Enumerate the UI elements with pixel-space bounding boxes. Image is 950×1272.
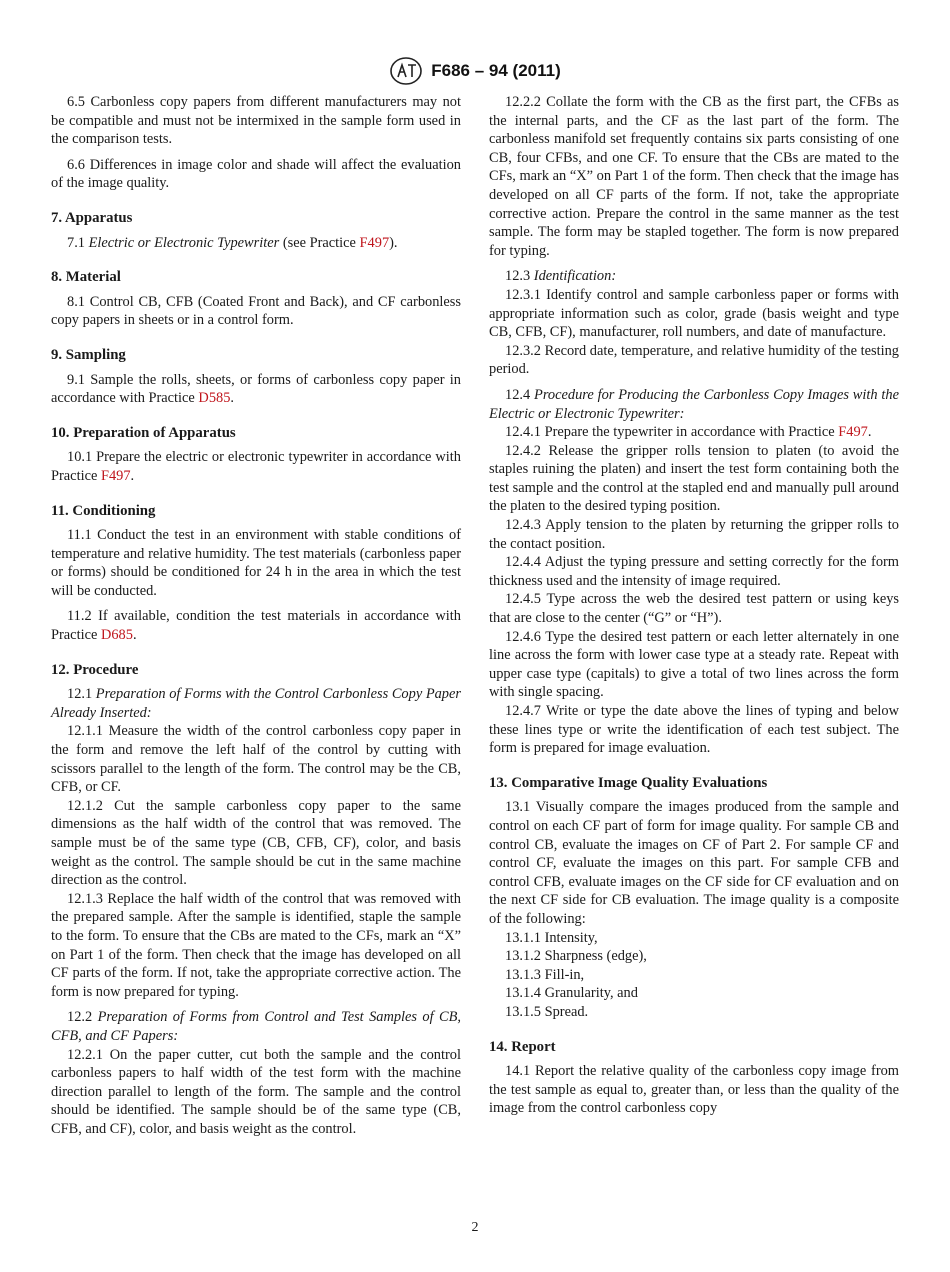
- para-14-1: 14.1 Report the relative quality of the carbonless copy image from the test sample as equal to, greater than, or less than the quality of the image from the control carbonless copy: [489, 1063, 899, 1117]
- section-heading-10: 10. Preparation of Apparatus: [51, 424, 236, 441]
- para-12-1-3: 12.1.3 Replace the half width of the control that was removed with the prepared sample. After the sample is identified, staple the sample to the form. To ensure that the CBs are mated to the CFs, mark an “X” on Part 1 of the form. Then check that the image has developed on all CF parts of the form. If not, take the appropriate corrective action. The form is now prepared for typing.: [51, 890, 461, 1000]
- section-heading-12: 12. Procedure: [51, 661, 139, 678]
- para-12-2-1: 12.2.1 On the paper cutter, cut both the sample and the control carbonless papers to half width of the test form with the machine direction parallel to length of the form. The sample and the control should be identified. The sample should be of the same type (CB, CFB, and CF), color, and basis weight as the control.: [51, 1046, 461, 1137]
- ref-link-f497[interactable]: F497: [359, 234, 390, 251]
- para-12-4-3: 12.4.3 Apply tension to the platen by returning the gripper rolls to the contact position.: [489, 517, 899, 552]
- page-number: 2: [471, 1220, 479, 1235]
- para-12-4-2: 12.4.2 Release the gripper rolls tension to platen (to avoid the staples ruining the platen) and insert the test form containing both the test sample and the control at the stapled end and manually pull around the platen to the desired typing position.: [489, 442, 899, 515]
- para-12-4-1: 12.4.1 Prepare the typewriter in accordance with Practice F497.: [505, 424, 872, 441]
- ref-link-d585[interactable]: D585: [198, 390, 231, 407]
- para-8-1: 8.1 Control CB, CFB (Coated Front and Back), and CF carbonless copy papers in sheets or in a control form.: [51, 293, 461, 329]
- para-12-4-4: 12.4.4 Adjust the typing pressure and setting correctly for the form thickness used and the intensity of image required.: [489, 554, 899, 589]
- para-11-1: 11.1 Conduct the test in an environment with stable conditions of temperature and relative humidity. The test materials (carbonless paper or forms) should be conditioned for 24 h in the area in which the test will be conducted.: [51, 527, 461, 599]
- list-item-13-1-5: 13.1.5 Spread.: [505, 1003, 589, 1020]
- list-item-13-1-4: 13.1.4 Granularity, and: [505, 985, 638, 1002]
- right-column: [489, 93, 899, 1118]
- section-heading-11: 11. Conditioning: [51, 502, 156, 519]
- para-13-1: 13.1 Visually compare the images produced from the sample and control on each CF part of form for image quality. For sample CB and control CB, evaluate the images on CF of Part 2. For sample CF and control CF, evaluate the images on this part. For sample CFB and control CFB, evaluate images on the CF side for CF evaluation and on the next CF side for CB evaluation. The image quality is a composite of the following:: [489, 799, 899, 927]
- para-12-1-1: 12.1.1 Measure the width of the control carbonless copy paper in the form and remove the left half of the control by cutting with scissors parallel to the length of the form. The control may be the CB, CFB, or CF.: [51, 723, 461, 796]
- para-6-5: 6.5 Carbonless copy papers from different manufacturers may not be compatible and must not be intermixed in the sample form used in the comparison tests.: [51, 94, 461, 148]
- section-heading-14: 14. Report: [489, 1038, 556, 1055]
- para-12-3-1: 12.3.1 Identify control and sample carbonless paper or forms with appropriate information such as color, grade (basis weight and type CB, CFB, CF), manufacturer, roll numbers, and date of manufacture.: [489, 286, 899, 341]
- list-item-13-1-3: 13.1.3 Fill-in,: [505, 966, 585, 983]
- list-item-13-1-2: 13.1.2 Sharpness (edge),: [505, 948, 647, 965]
- para-9-1: 9.1 Sample the rolls, sheets, or forms of carbonless copy paper in accordance with Practice D585.: [51, 371, 461, 407]
- para-6-6: 6.6 Differences in image color and shade will affect the evaluation of the image quality.: [51, 156, 461, 192]
- para-7-1: 7.1 Electric or Electronic Typewriter (see Practice F497).: [67, 234, 398, 251]
- left-column: [51, 93, 461, 1139]
- para-12-1: 12.1 Preparation of Forms with the Control Carbonless Copy Paper Already Inserted:: [51, 686, 461, 721]
- para-12-3-2: 12.3.2 Record date, temperature, and relative humidity of the testing period.: [489, 342, 899, 378]
- ref-link-f497[interactable]: F497: [100, 467, 131, 484]
- astm-logo-icon: [389, 56, 423, 86]
- para-12-4: 12.4 Procedure for Producing the Carbonless Copy Images with the Electric or Electronic Typewriter:: [489, 386, 900, 422]
- para-12-4-5: 12.4.5 Type across the web the desired test pattern or using keys that are close to the center (“G” or “H”).: [489, 591, 899, 627]
- list-item-13-1-1: 13.1.1 Intensity,: [505, 929, 598, 946]
- para-11-2: 11.2 If available, condition the test materials in accordance with Practice D685.: [51, 608, 461, 644]
- para-12-2-2: 12.2.2 Collate the form with the CB as the first part, the CFBs as the internal parts, and the CF as the last part of the form. The carbonless manifold set frequently contains six parts consisting of one CB, four CFBs, and one CF. To ensure that the CBs are mated to the CFs, mark an “X” on Part 1 of the form. Then check that the image has developed on all CF parts of the form. If not, take the appropriate corrective action. Prepare the control in the same manner as the test sample. The form may be stapled together. The form is now prepared for typing.: [489, 94, 899, 259]
- para-10-1: 10.1 Prepare the electric or electronic typewriter in accordance with Practice F497.: [51, 449, 461, 484]
- para-12-1-2: 12.1.2 Cut the sample carbonless copy paper to the same dimensions as the half width of the control that was removed. The sample must be of the same type (CB, CFB, CF), color, and basis weight as the control. The sample should be cut in the same machine direction as the control.: [51, 797, 461, 889]
- para-12-2: 12.2 Preparation of Forms from Control and Test Samples of CB, CFB, and CF Papers:: [51, 1009, 461, 1044]
- para-12-3: 12.3 Identification:: [505, 268, 617, 285]
- section-heading-8: 8. Material: [51, 269, 121, 286]
- ref-link-f497[interactable]: F497: [838, 424, 868, 441]
- document-id: F686 – 94 (2011): [431, 61, 561, 80]
- section-heading-7: 7. Apparatus: [51, 209, 133, 226]
- ref-link-d685[interactable]: D685: [100, 627, 133, 644]
- section-heading-9: 9. Sampling: [51, 346, 126, 363]
- para-12-4-6: 12.4.6 Type the desired test pattern or each letter alternately in one line across the form with lower case type at a steady rate. Repeat with upper case type (capitals) to give a total of two lines across the form with single spacing.: [489, 628, 899, 701]
- page-header: [0, 56, 950, 91]
- section-heading-13: 13. Comparative Image Quality Evaluations: [489, 774, 768, 791]
- para-12-4-7: 12.4.7 Write or type the date above the lines of typing and below these lines type or write the identification of each test subject. The form is prepared for image evaluation.: [489, 703, 899, 757]
